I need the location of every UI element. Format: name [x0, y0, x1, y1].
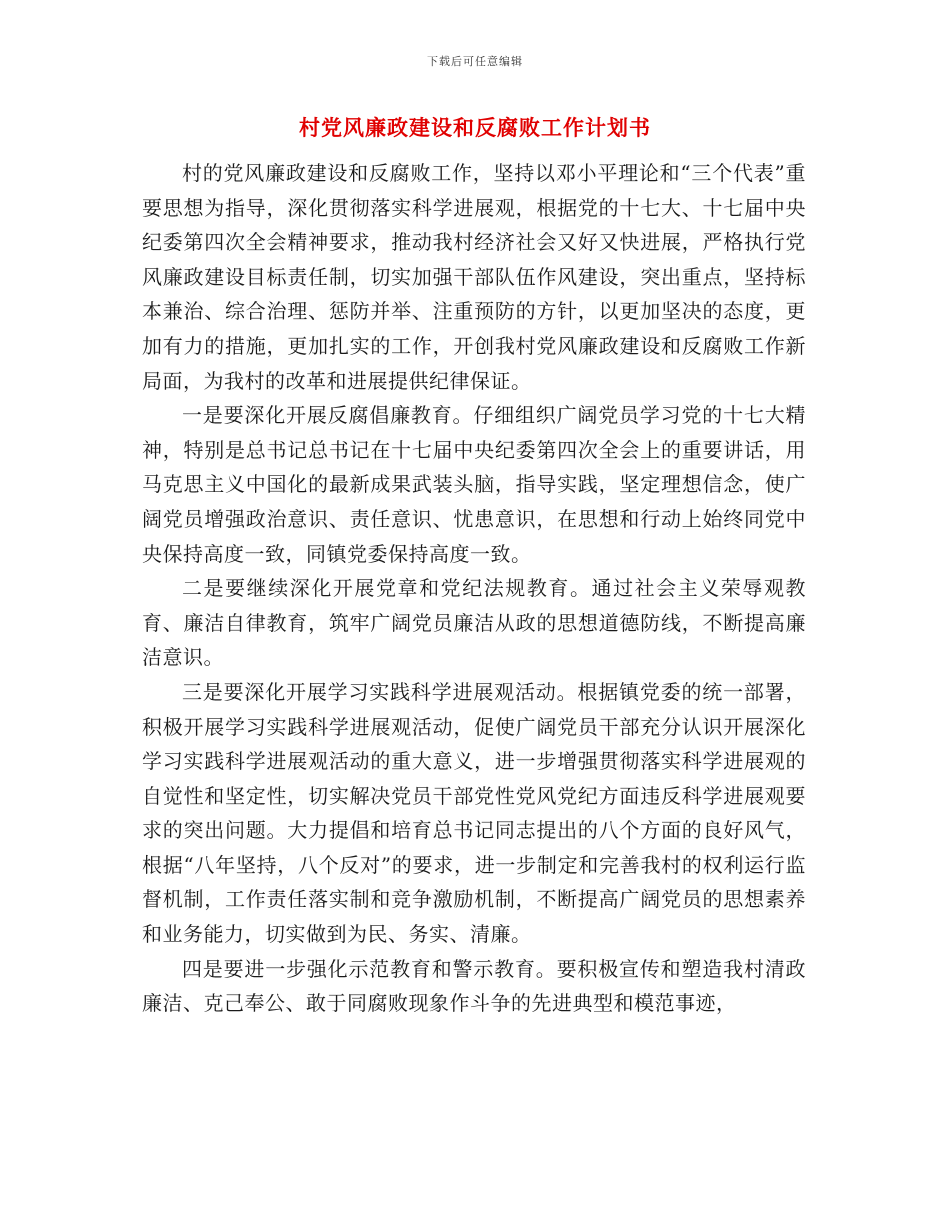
- paragraph-intro: 村的党风廉政建设和反腐败工作，坚持以邓小平理论和“三个代表”重要思想为指导，深化贯彻落实科学进展观，根据党的十七大、十七届中央纪委第四次全会精神要求，推动我村经济社会又好又快进展，严格执行党风廉政建设目标责任制，切实加强干部队伍作风建设，突出重点，坚持标本兼治、综合治理、惩防并举、注重预防的方针，以更加坚决的态度，更加有力的措施，更加扎实的工作，开创我村党风廉政建设和反腐败工作新局面，为我村的改革和进展提供纪律保证。: [142, 161, 806, 393]
- page-header-note: 下载后可任意编辑: [427, 55, 523, 68]
- paragraph-item-3: 三是要深化开展学习实践科学进展观活动。根据镇党委的统一部署，积极开展学习实践科学进展观活动，促使广阔党员干部充分认识开展深化学习实践科学进展观活动的重大意义，进一步增强贯彻落实科学进展观的自觉性和坚定性，切实解决党员干部党性党风党纪方面违反科学进展观要求的突出问题。大力提倡和培育总书记同志提出的八个方面的良好风气，根据“八年坚持，八个反对”的要求，进一步制定和完善我村的权利运行监督机制，工作责任落实制和竞争激励机制，不断提高广阔党员的思想素养和业务能力，切实做到为民、务实、清廉。: [142, 679, 806, 947]
- paragraph-item-1: 一是要深化开展反腐倡廉教育。仔细组织广阔党员学习党的十七大精神，特别是总书记总书记在十七届中央纪委第四次全会上的重要讲话，用马克思主义中国化的最新成果武装头脑，指导实践，坚定理想信念，使广阔党员增强政治意识、责任意识、忧患意识，在思想和行动上始终同党中央保持高度一致，同镇党委保持高度一致。: [142, 403, 806, 566]
- paragraph-item-4: 四是要进一步强化示范教育和警示教育。要积极宣传和塑造我村清政廉洁、克己奉公、敢于同腐败现象作斗争的先进典型和模范事迹，: [142, 956, 806, 1016]
- paragraph-item-2: 二是要继续深化开展党章和党纪法规教育。通过社会主义荣辱观教育、廉洁自律教育，筑牢广阔党员廉洁从政的思想道德防线，不断提高廉洁意识。: [142, 576, 806, 670]
- document-title: 村党风廉政建设和反腐败工作计划书: [299, 115, 651, 140]
- document-body: [142, 156, 806, 1021]
